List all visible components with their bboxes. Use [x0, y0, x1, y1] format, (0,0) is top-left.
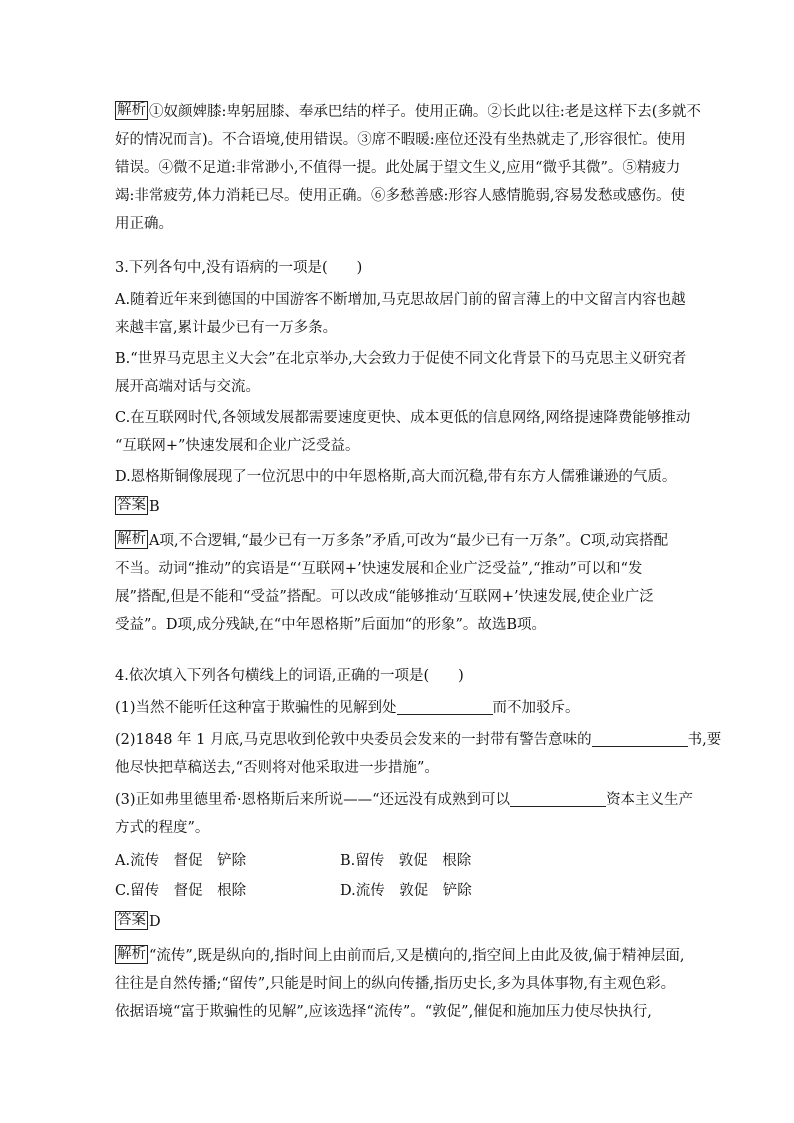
fill-blank: [397, 698, 493, 715]
fill-blank: [592, 730, 688, 747]
option-d-line1: D.恩格斯铜像展现了一位沉思中的中年恩格斯,高大而沉稳,带有东方人儒雅谦逊的气质。: [115, 469, 677, 485]
fill-blank: [510, 790, 606, 807]
analysis-line: 不当。动词“推动”的宾语是“‘互联网+’快速发展和企业广泛受益”,“推动”可以和“发: [115, 561, 643, 577]
option-b: B.留传 敦促 根除: [340, 853, 472, 869]
analysis-line: 错误。④微不足道:非常渺小,不值得一提。此处属于望文生义,应用“微乎其微”。⑤精疲力: [115, 160, 681, 176]
analysis-line: 展”搭配,但是不能和“受益”搭配。可以改成“能够推动‘互联网+’快速发展,使企业广泛: [115, 589, 654, 605]
sentence-1: (1)当然不能听任这种富于欺骗性的见解到处 而不加驳斥。: [115, 700, 580, 716]
analysis-line: 好的情况而言)。不合语境,使用错误。③席不暇暖:座位还没有坐热就走了,形容很忙。使用: [115, 132, 686, 148]
option-a: A.流传 督促 铲除: [115, 853, 247, 869]
answer-label: 答案: [117, 912, 146, 928]
analysis-line: 用正确。: [115, 216, 173, 232]
option-a-line1: A.随着近年来到德国的中国游客不断增加,马克思故居门前的留言薄上的中文留言内容也越: [115, 292, 686, 308]
analysis-line: 竭:非常疲劳,体力消耗已尽。使用正确。⑥多愁善感:形容人感情脆弱,容易发愁或感伤。使: [115, 188, 685, 204]
answer-value: D: [149, 914, 161, 930]
analysis-label: 解析: [117, 531, 146, 547]
analysis-q2: [115, 98, 701, 238]
sentence-3-cont: 方式的程度”。: [115, 820, 210, 836]
option-a-line2: 来越丰富,累计最少已有一万多条。: [115, 320, 338, 336]
analysis-line: 解析 A项,不合逻辑,“最少已有一万多条”矛盾,可改为“最少已有一万条”。C项,动宾搭配: [117, 531, 669, 549]
sentence-3: (3)正如弗里德里希·恩格斯后来所说——“还远没有成熟到可以 资本主义生产: [115, 792, 694, 808]
answer-line: [115, 493, 685, 521]
analysis-line: 往往是自然传播;“留传”,只能是时间上的纵向传播,指历史长,多为具体事物,有主观色彩。: [115, 976, 676, 992]
sentence-2-cont: 他尽快把草稿送去,“否则将对他采取进一步措施”。: [115, 760, 439, 776]
analysis-label: 解析: [117, 946, 146, 962]
options-row-1: [115, 846, 685, 876]
question-stem: 4.依次填入下列各句横线上的词语,正确的一项是( ): [115, 668, 464, 684]
options-row-2: [115, 876, 685, 906]
option-d: D.流传 敦促 铲除: [340, 883, 472, 899]
analysis-label: 解析: [117, 102, 146, 118]
answer-value: B: [149, 499, 160, 515]
option-c: C.留传 督促 根除: [115, 883, 247, 899]
question-3: [115, 254, 691, 639]
answer-line: [115, 908, 685, 936]
analysis-line: 依据语境“富于欺骗性的见解”,应该选择“流传”。“敦促”,催促和施加压力使尽快执行,: [115, 1004, 652, 1020]
question-4: [115, 662, 722, 1026]
option-b-line2: 展开高端对话与交流。: [115, 379, 260, 395]
sentence-2: (2)1848 年 1 月底,马克思收到伦敦中央委员会发来的一封带有警告意味的 书,要: [115, 732, 722, 748]
option-c-line2: “互联网+”快速发展和企业广泛受益。: [115, 438, 360, 454]
analysis-line: 受益”。D项,成分残缺,在“中年恩格斯”后面加“的形象”。故选B项。: [115, 617, 547, 633]
option-c-line1: C.在互联网时代,各领域发展都需要速度更快、成本更低的信息网络,网络提速降费能够推动: [115, 410, 691, 426]
analysis-line: 解析 “流传”,既是纵向的,指时间上由前而后,又是横向的,指空间上由此及彼,偏于精神层面,: [117, 946, 685, 964]
option-b-line1: B.“世界马克思主义大会”在北京举办,大会致力于促使不同文化背景下的马克思主义研究者: [115, 351, 687, 367]
answer-label: 答案: [117, 497, 146, 513]
question-stem: 3.下列各句中,没有语病的一项是( ): [115, 260, 363, 276]
analysis-line: 解析 ①奴颜婢膝:卑躬屈膝、奉承巴结的样子。使用正确。②长此以往:老是这样下去(多就不: [117, 102, 701, 120]
